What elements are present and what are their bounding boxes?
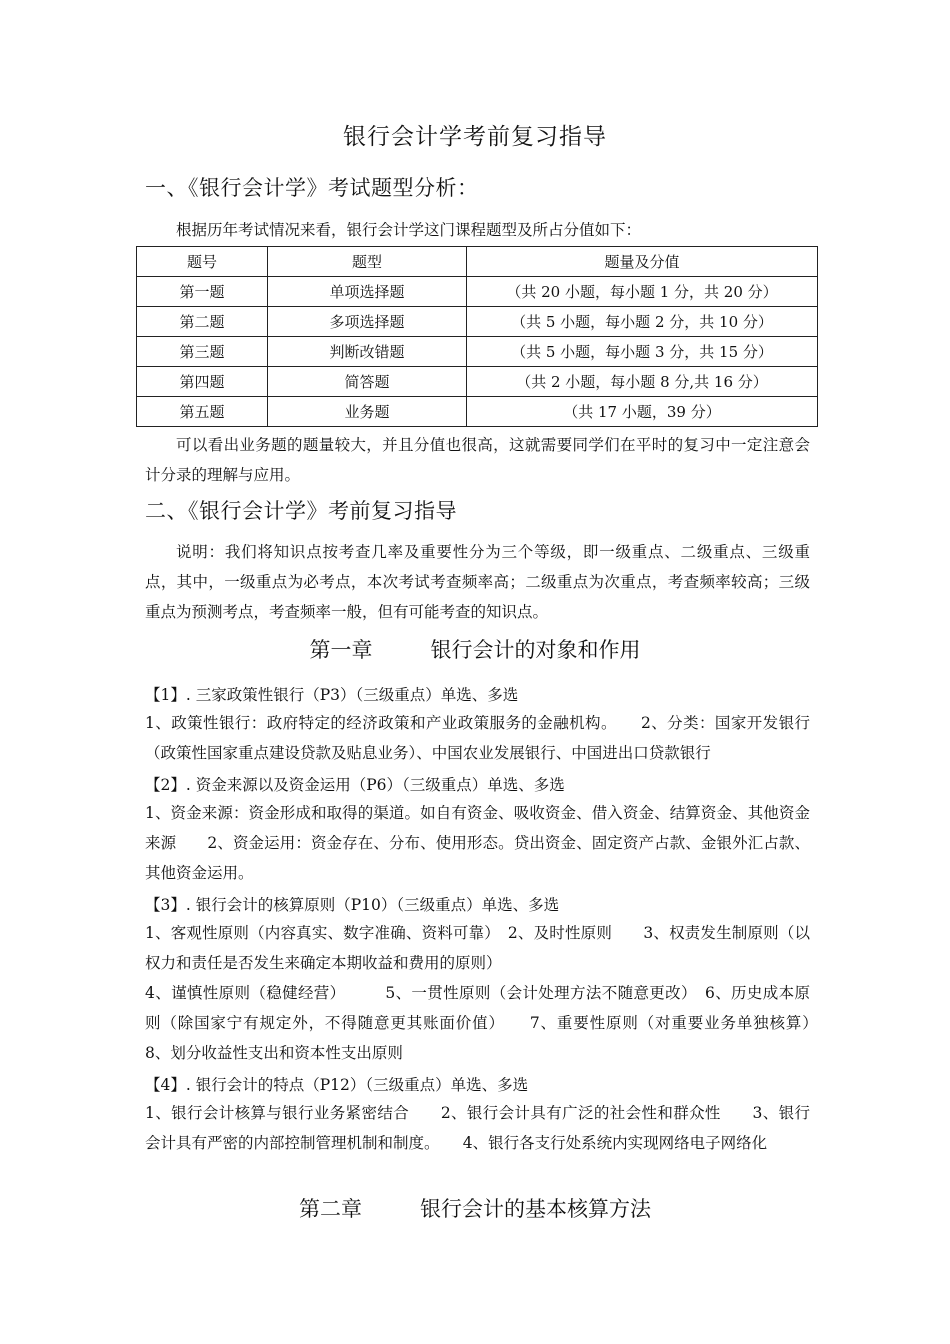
document-title: 银行会计学考前复习指导 [343,124,607,150]
chapter2-heading [0,1193,950,1223]
table-header-row [137,247,818,277]
section2-explanation: 说明：我们将知识点按考查几率及重要性分为三个等级，即一级重点、二级重点、三级重点，其中，一级重点为必考点，本次考试考查频率高；二级重点为次重点，考查频率较高；三级重点为预测考点，考查频率一般，但有可能考查的知识点。 [145,543,810,621]
table-row [137,307,818,337]
section1-note: 可以看出业务题的题量较大，并且分值也很高，这就需要同学们在平时的复习中一定注意会计分录的理解与应用。 [145,436,810,484]
point-2-body: 1、资金来源：资金形成和取得的渠道。如自有资金、吸收资金、借入资金、结算资金、其他资金来源 2、资金运用：资金存在、分布、使用形态。贷出资金、固定资产占款、金银外汇占款、其他资金运用。 [145,804,810,882]
table-cell: 业务题 [268,397,467,427]
point-1-body: 1、政策性银行：政府特定的经济政策和产业政策服务的金融机构。 2、分类：国家开发银行（政策性国家重点建设贷款及贴息业务）、中国农业发展银行、中国进出口贷款银行 [145,714,810,762]
table-header-cell: 题型 [268,247,467,277]
point-3-body-continued: 4、谨慎性原则（稳健经营） 5、一贯性原则（会计处理方法不随意更改） 6、历史成本原则（除国家宁有规定外，不得随意更其账面价值） 7、重要性原则（对重要业务单独核算） 8、划分收益性支出和资本性支出原则 [145,984,842,1062]
table-header-cell: 题量及分值 [467,247,818,277]
table-cell: 第二题 [137,307,268,337]
exam-structure-table [136,246,818,427]
section1-intro: 根据历年考试情况来看，银行会计学这门课程题型及所占分值如下： [176,221,642,239]
table-cell: 简答题 [268,367,467,397]
point-4-body: 1、银行会计核算与银行业务紧密结合 2、银行会计具有广泛的社会性和群众性 3、银行会计具有严密的内部控制管理机制和制度。 4、银行各支行处系统内实现网络电子网络化 [145,1104,810,1152]
point-1-title: 【1】. 三家政策性银行（P3）（三级重点）单选、多选 [145,686,519,704]
table-cell: 第五题 [137,397,268,427]
chapter1-heading [0,634,950,664]
table-row [137,337,818,367]
point-4-title: 【4】. 银行会计的特点（P12）（三级重点）单选、多选 [145,1076,529,1094]
table-row [137,367,818,397]
table-cell: 多项选择题 [268,307,467,337]
table-cell: （共 2 小题，每小题 8 分,共 16 分） [467,367,818,397]
table-cell: 判断改错题 [268,337,467,367]
table-cell: （共 5 小题，每小题 2 分，共 10 分） [467,307,818,337]
section2-heading: 二、《银行会计学》考前复习指导 [145,499,457,523]
table-cell: （共 20 小题，每小题 1 分，共 20 分） [467,277,818,307]
table-cell: 第一题 [137,277,268,307]
table-cell: （共 17 小题，39 分） [467,397,818,427]
table-header-cell: 题号 [137,247,268,277]
section1-heading: 一、《银行会计学》考试题型分析： [145,176,479,200]
table-row [137,397,818,427]
chapter-number: 第一章 [309,638,373,662]
table-cell: 第四题 [137,367,268,397]
table-cell: 第三题 [137,337,268,367]
chapter-number: 第二章 [299,1197,362,1221]
point-3-body: 1、客观性原则（内容真实、数字准确、资料可靠） 2、及时性原则 3、权责发生制原则（以权力和责任是否发生来确定本期收益和费用的原则） [145,924,810,972]
table-cell: 单项选择题 [268,277,467,307]
table-cell: （共 5 小题，每小题 3 分，共 15 分） [467,337,818,367]
point-3-title: 【3】. 银行会计的核算原则（P10）（三级重点）单选、多选 [145,896,560,914]
point-2-title: 【2】. 资金来源以及资金运用（P6）（三级重点）单选、多选 [145,776,565,794]
table-row [137,277,818,307]
chapter-name: 银行会计的基本核算方法 [420,1197,651,1221]
chapter-name: 银行会计的对象和作用 [430,638,641,662]
